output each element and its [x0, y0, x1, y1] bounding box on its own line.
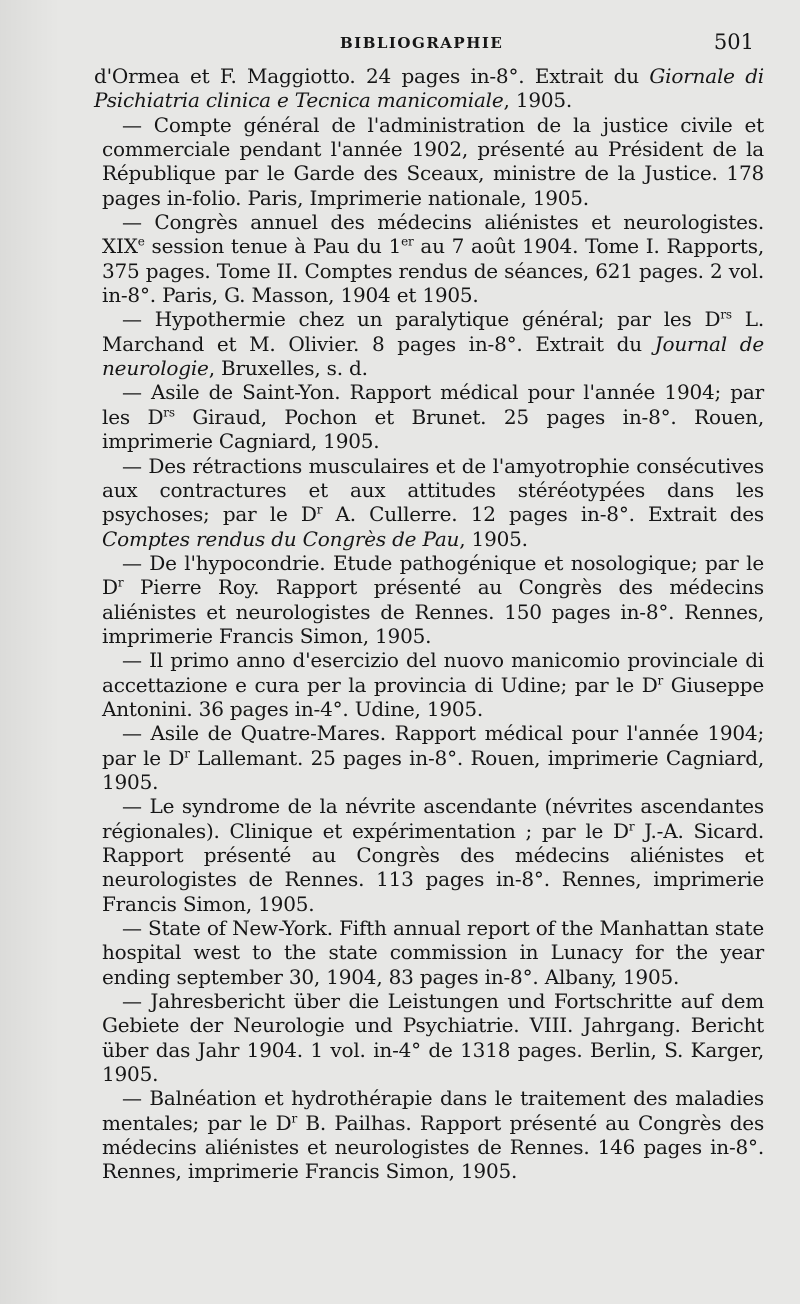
bibliography-entry: — Asile de Quatre-Mares. Rapport médical pour l'année 1904; par le $D^r$ Lallemant. 25 pages in-8°. Rouen, imprimerie Cagniard, 1905.	[102, 721, 765, 794]
running-head: BIBLIOGRAPHIE	[340, 34, 504, 52]
bibliography-entry: — Jahresbericht über die Leistungen und Fortschritte auf dem Gebiete der Neurologie und Psychiatrie. VIII. Jahrgang. Bericht über das Jahr 1904. 1 vol. in-4° de 1318 pages. Berlin, S. Karger, 1905.	[102, 989, 764, 1087]
bibliography-entry: — Il primo anno d'esercizio del nuovo manicomio provinciale di accettazione e cura per la provincia di Udine; par le $D^r$ Giuseppe Antonini. 36 pages in-4°. Udine, 1905.	[102, 648, 764, 721]
bibliography-entry: — Compte général de l'administration de la justice civile et commerciale pendant l'année 1902, présenté au Président de la République par le Garde des Sceaux, ministre de la Justice. 178 pages in-folio. Paris, Imprimerie nationale, 1905.	[102, 112, 764, 210]
bibliography-entry: — Balnéation et hydrothérapie dans le traitement des maladies mentales; par le $D^r$ B. Pailhas. Rapport présenté au Congrès des médecins aliénistes et neurologistes de Rennes. 146 pages in-8°. Rennes, imprimerie Francis Simon, 1905.	[102, 1086, 765, 1184]
page-header	[102, 30, 764, 64]
page-number: 501	[713, 30, 754, 54]
bibliography-entry: — De l'hypocondrie. Etude pathogénique et nosologique; par le $D^r$ Pierre Roy. Rapport présenté au Congrès des médecins aliénistes et neurologistes de Rennes. 150 pages in-8°. Rennes, imprimerie Francis Simon, 1905.	[102, 550, 764, 648]
bibliography-entry: — State of New-York. Fifth annual report of the Manhattan state hospital west to the state commission in Lunacy for the year ending september 30, 1904, 83 pages in-8°. Albany, 1905.	[102, 916, 764, 989]
bibliography-entry: — Hypothermie chez un paralytique général; par les $D^{rs}$ L. Marchand et M. Olivier. 8 pages in-8°. Extrait du Journal de neurologie, Bruxelles, s. d.	[102, 307, 764, 381]
bibliography-entry: — Congrès annuel des médecins aliénistes et neurologistes. XIXe session tenue à Pau du 1er au 7 août 1904. Tome I. Rapports, 375 pages. Tome II. Comptes rendus de séances, 621 pages. 2 vol. in-8°. Paris, G. Masson, 1904 et 1905.	[102, 210, 764, 308]
bibliography-list	[94, 64, 765, 1184]
bibliography-entry: — Asile de Saint-Yon. Rapport médical pour l'année 1904; par les $D^{rs}$ Giraud, Pochon et Brunet. 25 pages in-8°. Rouen, imprimerie Cagniard, 1905.	[102, 380, 764, 454]
bibliography-entry: d'Ormea et F. Maggiotto. 24 pages in-8°. Extrait du Giornale di Psichiatria clinica e Tecnica manicomiale, 1905.	[94, 64, 764, 113]
bibliography-entry: — Des rétractions musculaires et de l'amyotrophie consécutives aux contractures et aux attitudes stéréotypées dans les psychoses; par le $D^r$ A. Cullerre. 12 pages in-8°. Extrait des Comptes rendus du Congrès de Pau, 1905.	[102, 453, 764, 551]
bibliography-entry: — Le syndrome de la névrite ascendante (névrites ascendantes régionales). Clinique et expérimentation ; par le $D^r$ J.-A. Sicard. Rapport présenté au Congrès des médecins aliénistes et neurologistes de Rennes. 113 pages in-8°. Rennes, imprimerie Francis Simon, 1905.	[102, 794, 764, 916]
